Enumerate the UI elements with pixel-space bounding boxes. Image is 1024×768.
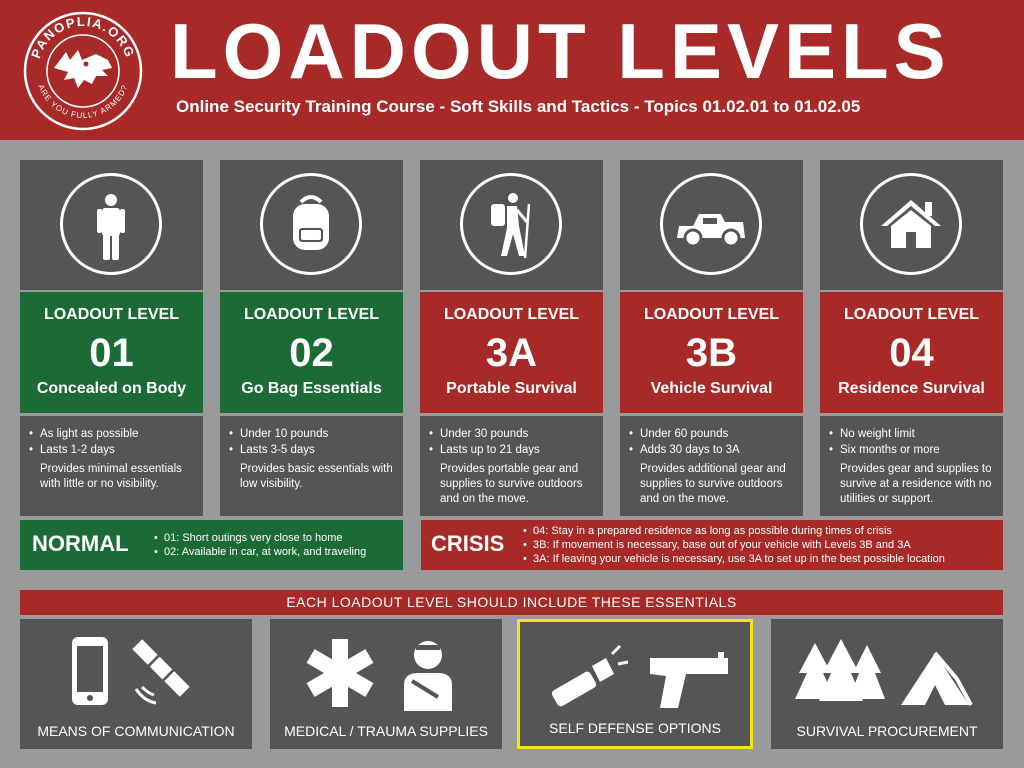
essential-label: MEANS OF COMMUNICATION	[37, 723, 235, 739]
injured-person-icon	[404, 641, 452, 711]
level-name: Go Bag Essentials	[241, 380, 382, 397]
level-label: LOADOUT LEVEL	[643, 306, 780, 323]
bullet-item: • Lasts 3-5 days	[240, 442, 395, 458]
level-number: 04	[889, 331, 934, 375]
bullet-item: • Under 30 pounds	[440, 426, 595, 442]
description-text: Provides minimal essentials with little or no visibility.	[40, 463, 182, 490]
normal-list	[154, 531, 366, 559]
medical-icons	[270, 633, 502, 713]
page-title: LOADOUT LEVELS	[170, 7, 951, 95]
tent-icon	[901, 653, 971, 705]
essential-communication	[20, 619, 252, 749]
level-name: Concealed on Body	[36, 380, 187, 397]
smartphone-icon	[72, 637, 108, 705]
list-item: • 02: Available in car, at work, and traveling	[154, 545, 366, 559]
level-name: Vehicle Survival	[650, 380, 773, 397]
level-label: LOADOUT LEVEL	[443, 306, 580, 323]
list-item: • 04: Stay in a prepared residence as long as possible during times of crisis	[523, 524, 945, 538]
pine-trees-icon	[795, 639, 885, 701]
level-04-card	[820, 292, 1003, 413]
essentials-heading: EACH LOADOUT LEVEL SHOULD INCLUDE THESE ESSENTIALS	[20, 590, 1003, 615]
list-item: • 3A: If leaving your vehicle is necessary, use 3A to set up in the best possible location	[523, 552, 945, 566]
essential-survival	[771, 619, 1003, 749]
level-01-description	[20, 416, 203, 516]
satellite-icon	[132, 639, 189, 703]
hiker-icon	[463, 176, 559, 272]
level-number: 01	[89, 331, 134, 375]
list-item: • 3B: If movement is necessary, base out of your vehicle with Levels 3B and 3A	[523, 538, 945, 552]
level-label: LOADOUT LEVEL	[43, 306, 180, 323]
bullet-item: • No weight limit	[840, 426, 995, 442]
list-item: • 01: Short outings very close to home	[154, 531, 366, 545]
description-text: Provides additional gear and supplies to survive outdoors and on the move.	[640, 463, 786, 505]
essential-label: SURVIVAL PROCUREMENT	[796, 723, 978, 739]
level-3b-description	[620, 416, 803, 516]
crisis-list	[523, 524, 945, 566]
level-name: Residence Survival	[838, 380, 985, 397]
logo-bottom-text: ARE YOU FULLY ARMED?	[36, 83, 130, 121]
level-3a-card	[420, 292, 603, 413]
medical-star-icon	[307, 639, 374, 707]
description-text: Provides basic essentials with low visibility.	[240, 463, 393, 490]
bullet-item: • As light as possible	[40, 426, 195, 442]
crisis-label: CRISIS	[431, 531, 505, 556]
level-3b-icon-panel	[620, 160, 803, 290]
description-text: Provides gear and supplies to survive at a residence with no utilities or support.	[840, 463, 992, 505]
survival-icons	[771, 633, 1003, 713]
svg-text:PANOPLIA.ORG	[28, 14, 138, 60]
level-label: LOADOUT LEVEL	[843, 306, 980, 323]
level-02-icon-panel	[220, 160, 403, 290]
logo-top-text: PANOPLIA.ORG	[28, 13, 138, 61]
essential-label: SELF DEFENSE OPTIONS	[549, 720, 721, 736]
jeep-icon	[663, 176, 759, 272]
level-3a-icon-panel	[420, 160, 603, 290]
bullet-item: • Under 60 pounds	[640, 426, 795, 442]
level-02-description	[220, 416, 403, 516]
house-icon	[863, 176, 959, 272]
wolf-head-icon	[54, 50, 112, 88]
level-04-icon-panel	[820, 160, 1003, 290]
level-name: Portable Survival	[446, 380, 577, 397]
normal-label: NORMAL	[32, 531, 129, 556]
description-text: Provides portable gear and supplies to survive outdoors and on the move.	[440, 463, 583, 505]
level-number: 02	[289, 331, 334, 375]
essential-self-defense	[517, 619, 753, 749]
bullet-item: • Lasts 1-2 days	[40, 442, 195, 458]
bullet-item: • Adds 30 days to 3A	[640, 442, 795, 458]
essential-label: MEDICAL / TRAUMA SUPPLIES	[284, 723, 488, 739]
level-3a-description	[420, 416, 603, 516]
level-04-description	[820, 416, 1003, 516]
header	[0, 0, 1024, 140]
person-icon	[63, 176, 159, 272]
bullet-item: • Lasts up to 21 days	[440, 442, 595, 458]
backpack-icon	[263, 176, 359, 272]
level-number: 3A	[485, 331, 538, 375]
bullet-item: • Under 10 pounds	[240, 426, 395, 442]
level-02-card	[220, 292, 403, 413]
page-subtitle: Online Security Training Course - Soft Skills and Tactics - Topics 01.02.01 to 01.02.05	[176, 97, 861, 116]
level-label: LOADOUT LEVEL	[243, 306, 380, 323]
svg-text:ARE YOU FULLY ARMED?	[36, 83, 129, 120]
level-01-card	[20, 292, 203, 413]
crisis-panel	[421, 520, 1003, 570]
communication-icons	[20, 633, 252, 713]
level-3b-card	[620, 292, 803, 413]
flashlight-icon	[550, 646, 628, 708]
essential-medical	[270, 619, 502, 749]
logo	[22, 10, 144, 132]
bullet-item: • Six months or more	[840, 442, 995, 458]
level-01-icon-panel	[20, 160, 203, 290]
self-defense-icons	[520, 636, 752, 716]
normal-panel	[20, 520, 403, 570]
level-number: 3B	[685, 331, 738, 375]
pistol-icon	[650, 652, 728, 708]
